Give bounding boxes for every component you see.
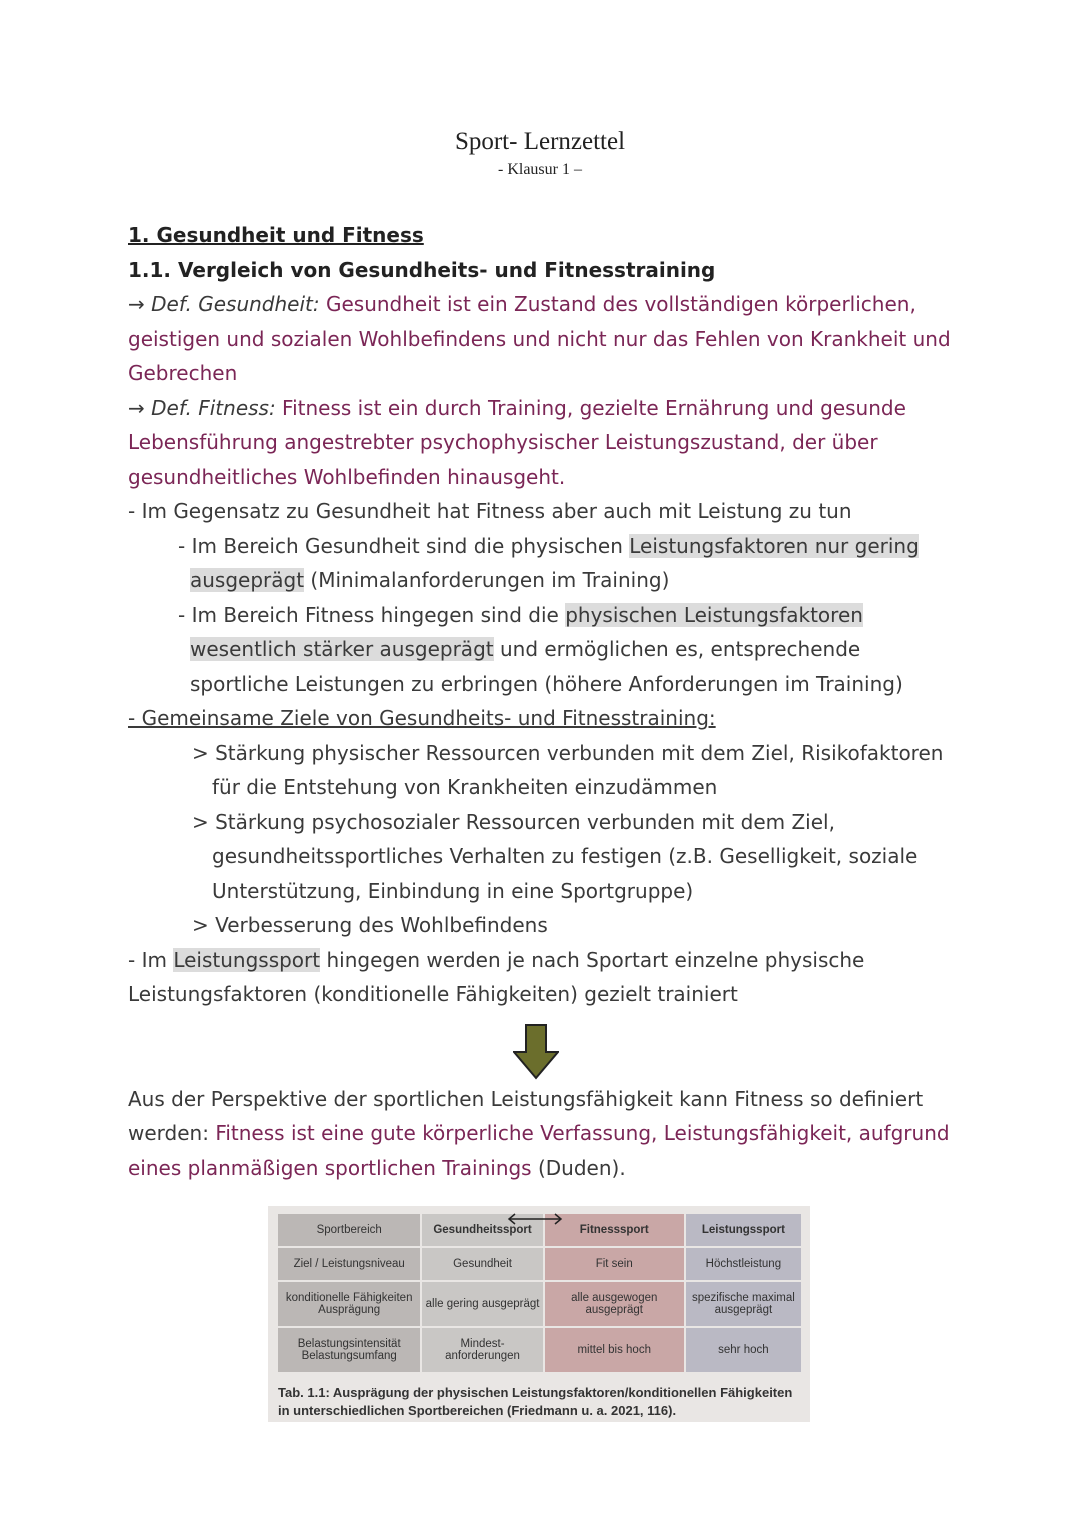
page-subtitle: - Klausur 1 – (498, 161, 582, 178)
table-header-cell: Gesundheitssport (421, 1213, 543, 1247)
table-cell: Mindest- anforderungen (421, 1327, 543, 1373)
table-cell: Ziel / Leistungsniveau (277, 1247, 421, 1281)
line-text: hingegen werden je nach Sportart einzelne physische Leistungsfaktoren (konditionelle Fähigkeiten) gezielt trainiert (128, 947, 865, 1006)
content (128, 218, 958, 1185)
table-row (277, 1327, 802, 1373)
table-cell: mittel bis hoch (544, 1327, 685, 1373)
bullet-health (128, 529, 958, 598)
perspective-paragraph (128, 1082, 958, 1186)
table-cell: sehr hoch (685, 1327, 802, 1373)
bullet-text: (Minimalanforderungen im Training) (304, 568, 670, 592)
goal-item: > Verbesserung des Wohlbefindens (192, 913, 548, 937)
comparison-table-image (268, 1206, 810, 1422)
paragraph-text: (Duden). (531, 1155, 626, 1180)
arrow-prefix: → (128, 292, 152, 316)
double-arrow-icon (505, 1212, 565, 1226)
line-text: - Im (128, 947, 174, 972)
bullet-fitness (128, 598, 958, 702)
table-header-cell: Leistungssport (685, 1213, 802, 1247)
table-header-cell: Sportbereich (277, 1213, 421, 1247)
table-header-cell: Fitnesssport (544, 1213, 685, 1247)
contrast-line: - Im Gegensatz zu Gesundheit hat Fitness aber auch mit Leistung zu tun (128, 499, 852, 523)
subsection-heading: 1.1. Vergleich von Gesundheits- und Fitnesstraining (128, 257, 716, 282)
down-arrow-icon (513, 1024, 559, 1080)
table-cell: Belastungsintensität Belastungsumfang (277, 1327, 421, 1373)
comparison-table (276, 1212, 803, 1374)
page-title: Sport- Lernzettel (454, 128, 626, 155)
definition-term: Def. Gesundheit: (151, 292, 320, 316)
table-cell: Höchstleistung (685, 1247, 802, 1281)
section-heading: 1. Gesundheit und Fitness (128, 223, 424, 247)
table-cell: alle ausgewogen ausgeprägt (544, 1281, 685, 1327)
table-cell: konditionelle Fähigkeiten Ausprägung (277, 1281, 421, 1327)
table-caption: Tab. 1.1: Ausprägung der physischen Leistungsfaktoren/konditionellen Fähigkeiten in unterschiedlichen Sportbereichen (Friedmann u. a. 2021, 116). (278, 1385, 793, 1418)
definition-text: Fitness ist eine gute körperliche Verfassung, Leistungsfähigkeit, aufgrund eines planmäßigen sportlichen Trainings (128, 1121, 950, 1180)
table-cell: Gesundheit (421, 1247, 543, 1281)
goal-item: > Stärkung physischer Ressourcen verbunden mit dem Ziel, Risikofaktoren für die Entstehung von Krankheiten einzudämmen (192, 740, 944, 799)
table-row (277, 1281, 802, 1327)
paragraph-text: Aus der Perspektive der sportlichen Leistungsfähigkeit kann Fitness so definiert werden: (128, 1086, 924, 1145)
definition-text: Gesundheit ist ein Zustand des vollständigen körperlichen, geistigen und sozialen Wohlbefindens und nicht nur das Fehlen von Krankheit und Gebrechen (128, 292, 951, 385)
table-row (277, 1247, 802, 1281)
goal-item: > Stärkung psychosozialer Ressourcen verbunden mit dem Ziel, gesundheitssportliches Verhalten zu festigen (z.B. Geselligkeit, soziale Unterstützung, Einbindung in eine Sportgruppe) (192, 809, 918, 903)
table-cell: Fit sein (544, 1247, 685, 1281)
bullet-text: und ermöglichen es, entsprechende sportliche Leistungen zu erbringen (höhere Anforderungen im Training) (190, 637, 903, 696)
goals-heading: - Gemeinsame Ziele von Gesundheits- und Fitnesstraining: (128, 706, 716, 730)
bullet-text: - Im Bereich Fitness hingegen sind die (178, 602, 566, 627)
highlighted-text: Leistungssport (173, 947, 321, 972)
table-cell: spezifische maximal ausgeprägt (685, 1281, 802, 1327)
bullet-text: - Im Bereich Gesundheit sind die physischen (178, 533, 630, 558)
arrow-block (128, 1012, 958, 1082)
definition-term: Def. Fitness: (151, 395, 276, 420)
leistungssport-line (128, 943, 958, 1012)
definition-text: Fitness ist ein durch Training, gezielte Ernährung und gesunde Lebensführung angestrebter psychophysischer Leistungszustand, der über gesundheitliches Wohlbefinden hinausgeht. (128, 395, 906, 489)
highlighted-text: physischen Leistungsfaktoren wesentlich stärker ausgeprägt (190, 602, 863, 661)
definition-gesundheit (128, 287, 958, 391)
table-cell: alle gering ausgeprägt (421, 1281, 543, 1327)
highlighted-text: Leistungsfaktoren nur gering ausgeprägt (190, 533, 919, 592)
definition-fitness (128, 391, 958, 495)
arrow-prefix: → (128, 395, 152, 420)
